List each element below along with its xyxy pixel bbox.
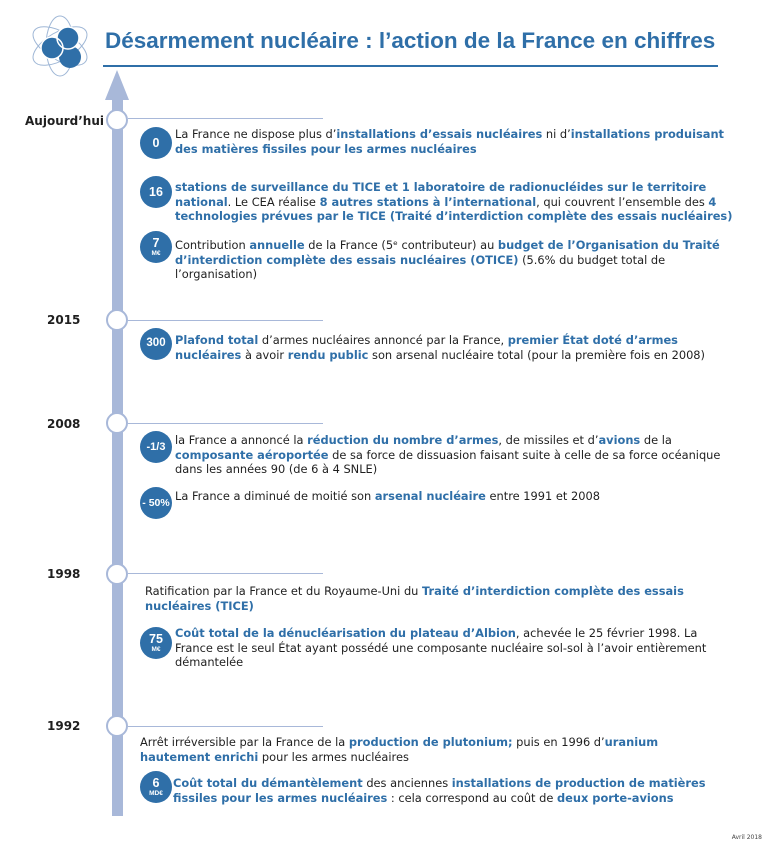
fact-text xyxy=(175,180,735,224)
highlight-text: Coût total de la dénucléarisation du plateau d’Albion xyxy=(175,626,516,640)
body-text: Arrêt irréversible par la France de la xyxy=(140,735,349,749)
fact-text xyxy=(175,489,735,504)
stat-badge xyxy=(140,487,172,519)
body-text: de sa force de dissuasion faisant suite à celle de sa force océanique dans les années 90 (de 6 à 4 SNLE) xyxy=(175,447,721,476)
fact-text xyxy=(173,776,733,805)
highlight-text: Traité d’interdiction complète des essais nucléaires (TICE) xyxy=(145,584,684,613)
body-text: d’armes nucléaires annoncé par la France, xyxy=(258,333,508,347)
highlight-text: avions xyxy=(598,433,641,447)
badge-unit: M€ xyxy=(151,645,161,653)
timeline-axis xyxy=(112,98,123,816)
highlight-text: premier État doté d’armes nucléaires xyxy=(175,333,678,362)
highlight-text: production de plutonium; xyxy=(348,735,513,749)
atom-logo xyxy=(28,14,92,78)
highlight-text: 8 autres stations à l’international xyxy=(319,194,537,209)
stat-badge xyxy=(140,328,172,360)
badge-value: 75 xyxy=(149,632,163,646)
stat-badge xyxy=(140,176,172,208)
highlight-text: rendu public xyxy=(287,347,369,362)
fact-text xyxy=(175,626,735,670)
body-text: son arsenal nucléaire total (pour la première fois en 2008) xyxy=(368,347,706,362)
page-title: Désarmement nucléaire : l’action de la France en chiffres xyxy=(105,28,716,53)
body-text: La France ne dispose plus d’ xyxy=(175,127,337,141)
stat-badge xyxy=(140,231,172,263)
highlight-text: stations de surveillance du TICE et 1 laboratoire de radionucléides sur le territoire national xyxy=(175,180,707,209)
badge-value: 6 xyxy=(152,776,160,790)
title-underline xyxy=(103,65,718,67)
timeline-node-1998 xyxy=(106,563,128,585)
body-text: à avoir xyxy=(241,347,288,362)
body-text: la France a annoncé la xyxy=(175,433,308,447)
body-text: (5.6% du budget total de l’organisation) xyxy=(175,252,666,281)
body-text: puis en 1996 d’ xyxy=(512,735,605,749)
highlight-text: budget de l’Organisation du Traité d’interdiction complète des essais nucléaires (OTICE) xyxy=(175,238,720,267)
timeline-node-2008 xyxy=(106,412,128,434)
timeline-node-1992 xyxy=(106,715,128,737)
node-connector xyxy=(128,320,323,321)
timeline-node-2015 xyxy=(106,309,128,331)
body-text: entre 1991 et 2008 xyxy=(485,489,600,503)
highlight-text: arsenal nucléaire xyxy=(374,489,486,503)
date-footer: Avril 2018 xyxy=(731,834,762,841)
year-label-today: Aujourd’hui xyxy=(25,114,104,128)
highlight-text: annuelle xyxy=(249,238,305,252)
highlight-text: 4 technologies prévues par le TICE (Traité d’interdiction complète des essais nucléaires) xyxy=(175,194,733,223)
fact-text xyxy=(175,238,735,282)
badge-unit: M€ xyxy=(151,249,161,257)
stat-badge xyxy=(140,431,172,463)
body-text: ni d’ xyxy=(542,127,571,141)
year-label-1998: 1998 xyxy=(47,567,81,581)
body-text: Contribution xyxy=(175,238,250,252)
highlight-text: Coût total du démantèlement xyxy=(173,776,363,790)
body-text: , qui couvrent l’ensemble des xyxy=(536,194,709,209)
highlight-text: deux porte-avions xyxy=(557,790,674,805)
body-text: des anciennes xyxy=(362,776,452,790)
stat-badge xyxy=(140,127,172,159)
badge-value: 300 xyxy=(146,337,166,350)
highlight-text: réduction du nombre d’armes xyxy=(307,433,499,447)
body-text: de la xyxy=(640,433,672,447)
highlight-text: Plafond total xyxy=(175,333,259,347)
badge-value: 0 xyxy=(152,135,160,150)
badge-value: 16 xyxy=(149,184,163,199)
year-label-2008: 2008 xyxy=(47,417,81,431)
badge-unit: MD€ xyxy=(149,789,163,797)
timeline-arrowhead xyxy=(105,70,129,100)
highlight-text: installations d’essais nucléaires xyxy=(336,127,543,141)
stat-badge xyxy=(140,627,172,659)
highlight-text: composante aéroportée xyxy=(175,447,329,462)
fact-text xyxy=(140,735,695,764)
body-text: . Le CEA réalise xyxy=(227,194,320,209)
highlight-text: installations produisant des matières fissiles pour les armes nucléaires xyxy=(175,127,724,156)
highlight-text: uranium hautement enrichi xyxy=(140,735,659,764)
year-label-1992: 1992 xyxy=(47,719,81,733)
body-text: La France a diminué de moitié son xyxy=(175,489,375,503)
year-label-2015: 2015 xyxy=(47,313,81,327)
stat-badge xyxy=(140,771,172,803)
timeline-node-today xyxy=(106,109,128,131)
node-connector xyxy=(128,423,323,424)
badge-value: -1/3 xyxy=(146,440,166,453)
body-text: : cela correspond au coût de xyxy=(387,790,557,805)
fact-text xyxy=(175,433,735,477)
node-connector xyxy=(128,118,323,119)
body-text: , achevée le 25 février 1998. La France est le seul État ayant possédé une composante nucléaire sol-sol à l’avoir entièrement démantelée xyxy=(175,626,707,669)
node-connector xyxy=(128,573,323,574)
body-text: , de missiles et d’ xyxy=(498,433,599,447)
fact-text xyxy=(175,333,720,362)
body-text: Ratification par la France et du Royaume-Uni du xyxy=(145,584,423,598)
node-connector xyxy=(128,726,323,727)
badge-value: - 50% xyxy=(142,496,170,509)
badge-value: 7 xyxy=(152,236,160,250)
fact-text xyxy=(175,127,735,156)
fact-text xyxy=(145,584,735,613)
body-text: pour les armes nucléaires xyxy=(258,749,409,764)
body-text: de la France (5ᵉ contributeur) au xyxy=(304,238,498,252)
highlight-text: installations de production de matières fissiles pour les armes nucléaires xyxy=(173,776,706,805)
